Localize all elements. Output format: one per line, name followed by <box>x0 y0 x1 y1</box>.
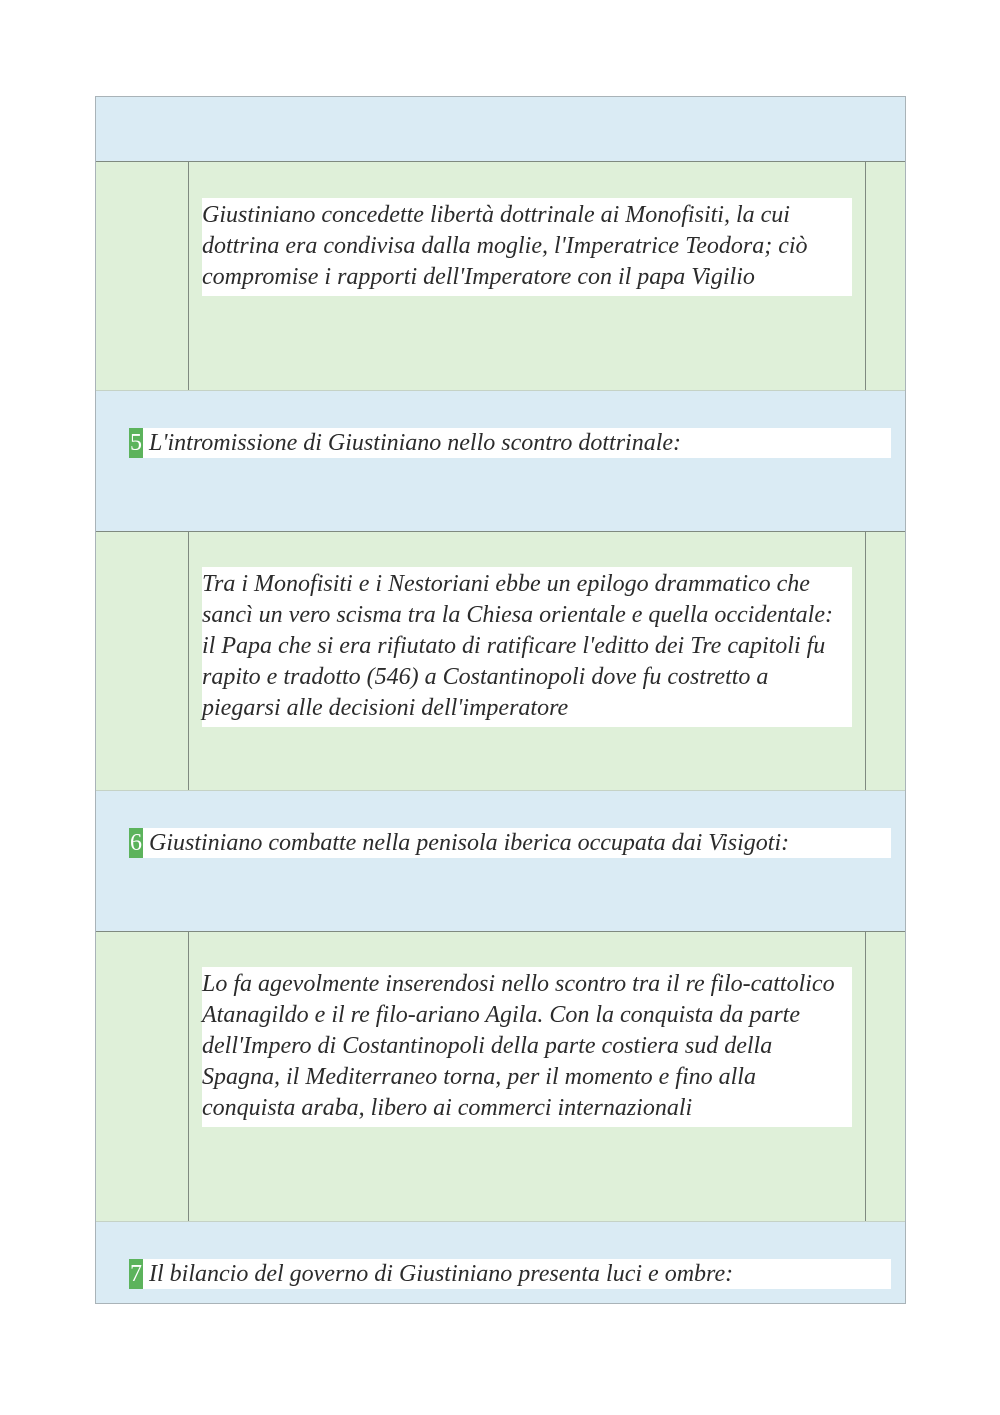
right-column-divider <box>865 932 866 1221</box>
right-column-divider <box>865 532 866 790</box>
question-row <box>96 791 905 931</box>
question-text: Il bilancio del governo di Giustiniano presenta luci e ombre: <box>149 1261 734 1287</box>
left-column-divider <box>188 162 189 390</box>
right-column-divider <box>865 162 866 390</box>
left-column-divider <box>188 932 189 1221</box>
answer-text: Giustiniano concedette libertà dottrinale ai Monofisiti, la cui dottrina era condivisa dalla moglie, l'Imperatrice Teodora; ciò compromise i rapporti dell'Imperatore con il papa Vigilio <box>202 198 852 296</box>
question-heading <box>129 1259 891 1289</box>
question-number: 7 <box>130 1261 142 1287</box>
question-text: L'intromissione di Giustiniano nello scontro dottrinale: <box>149 430 682 456</box>
answer-row <box>96 161 905 391</box>
answer-text: Lo fa agevolmente inserendosi nello scontro tra il re filo-cattolico Atanagildo e il re filo-ariano Agila. Con la conquista da parte dell'Impero di Costantinopoli della parte costiera sud della Spagna, il Mediterraneo torna, per il momento e fino alla conquista araba, libero ai commerci internazionali <box>202 967 852 1127</box>
question-text: Giustiniano combatte nella penisola iberica occupata dai Visigoti: <box>149 830 790 856</box>
question-number: 6 <box>130 830 142 856</box>
answer-row <box>96 931 905 1222</box>
question-heading <box>129 428 891 458</box>
worksheet-table <box>95 96 906 1304</box>
question-row <box>96 1222 905 1303</box>
question-row <box>96 391 905 531</box>
answer-text: Tra i Monofisiti e i Nestoriani ebbe un epilogo drammatico che sancì un vero scisma tra la Chiesa orientale e quella occidentale: il Papa che si era rifiutato di ratificare l'editto dei Tre capitoli fu rapito e tradotto (546) a Costantinopoli dove fu costretto a piegarsi alle decisioni dell'imperatore <box>202 567 852 727</box>
question-heading <box>129 828 891 858</box>
left-column-divider <box>188 532 189 790</box>
header-band <box>96 97 905 161</box>
answer-row <box>96 531 905 791</box>
question-number: 5 <box>130 430 142 456</box>
